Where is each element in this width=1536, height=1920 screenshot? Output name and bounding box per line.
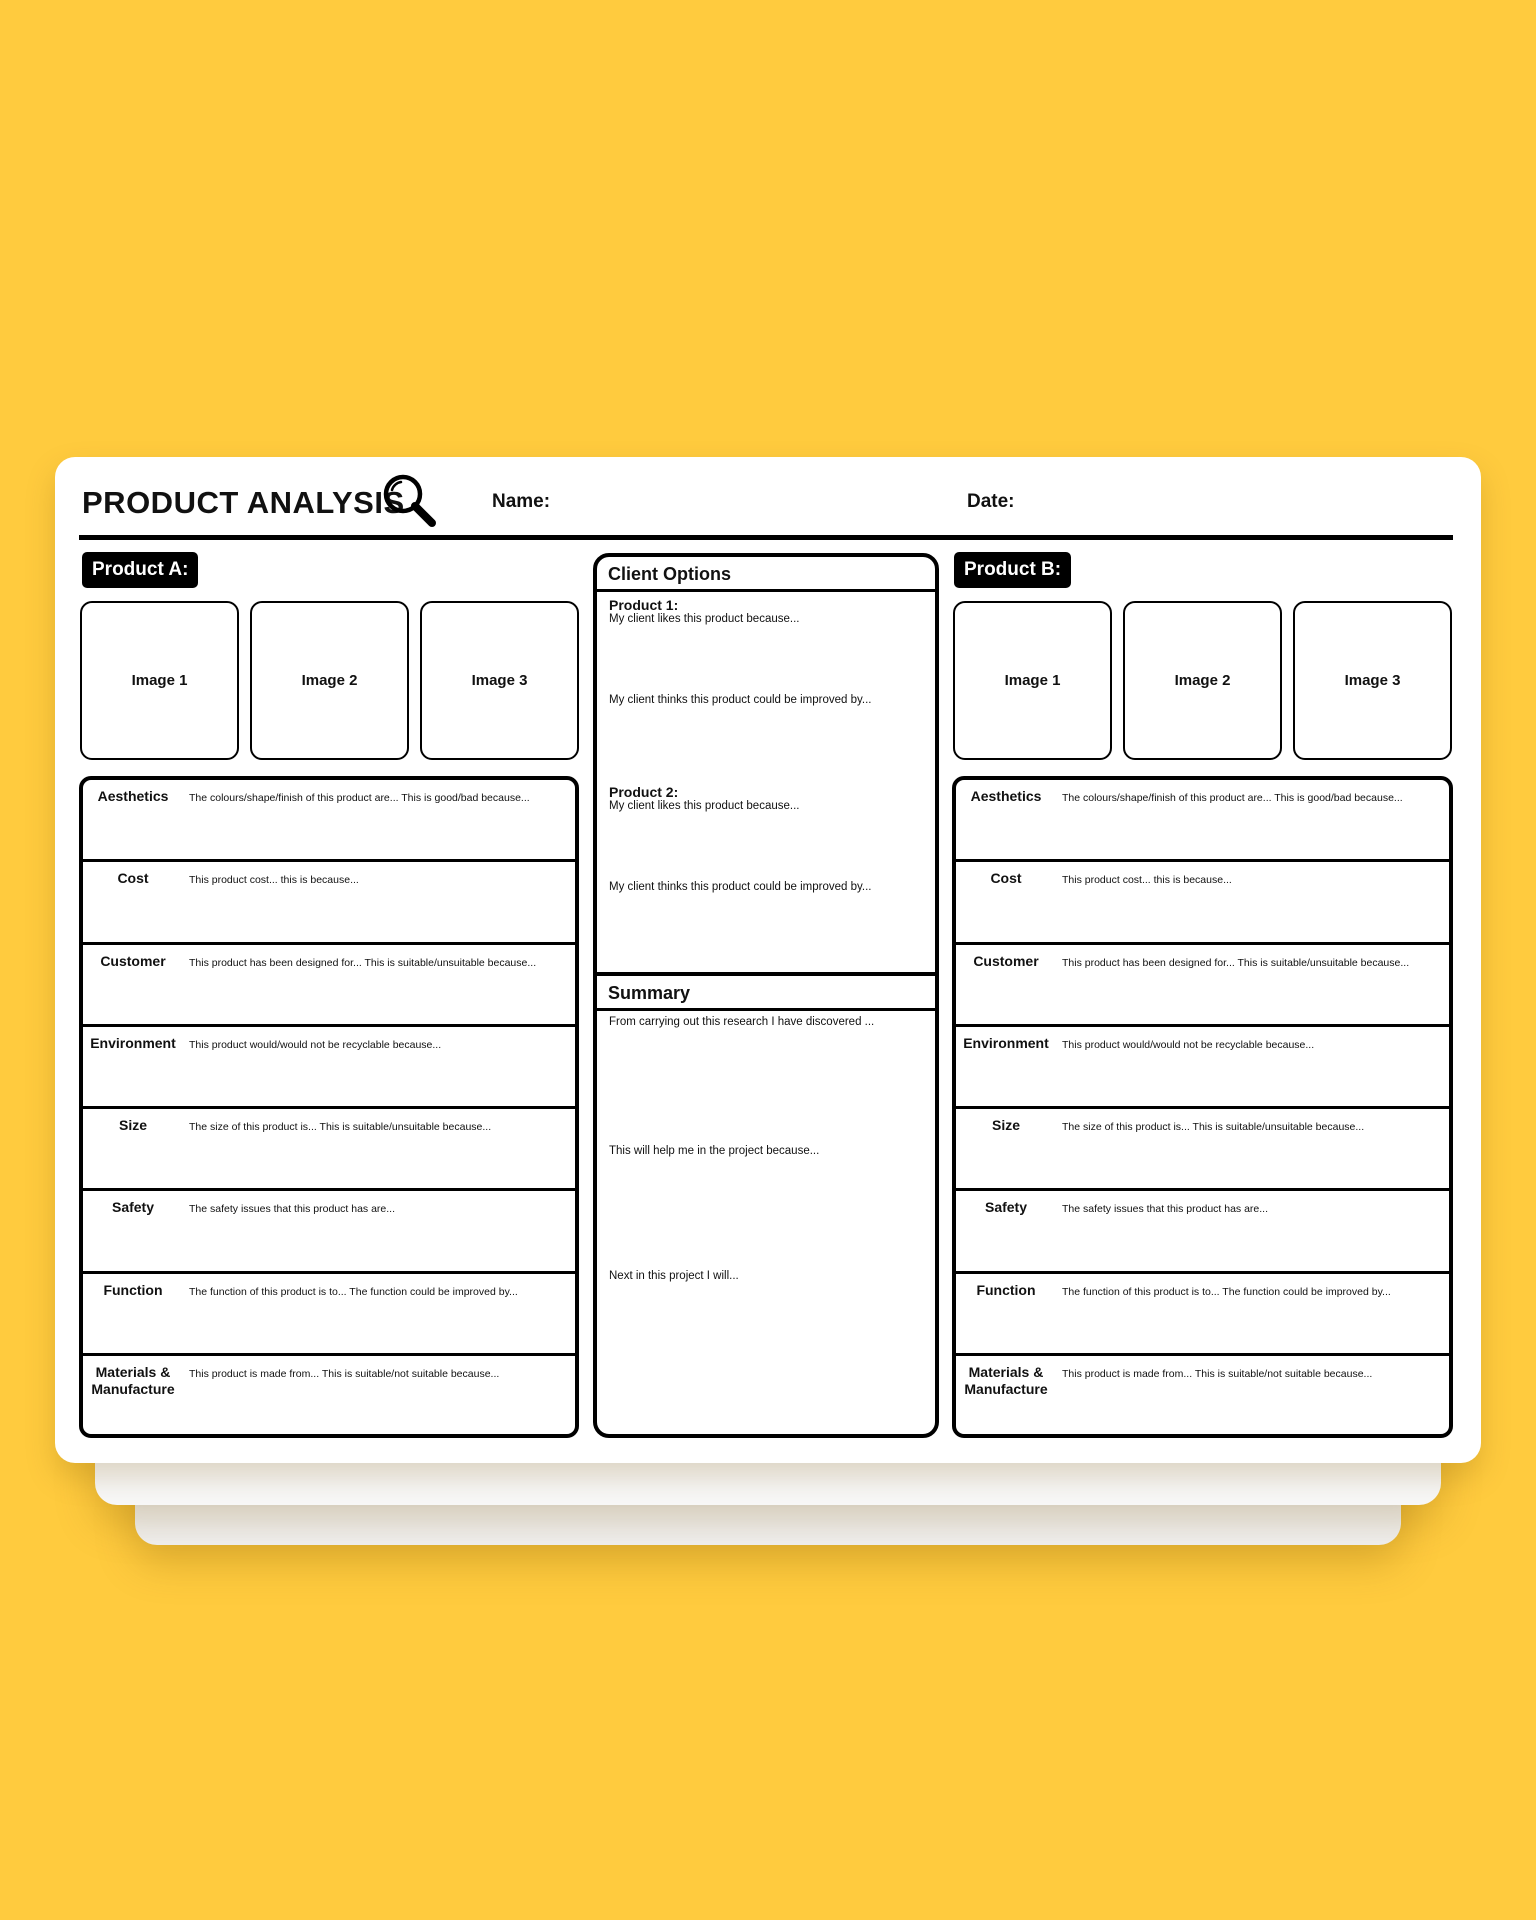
criteria-label: Size — [118, 1117, 147, 1133]
criteria-prompt: The function of this product is to... The function could be improved by... — [189, 1285, 518, 1298]
criteria-row-size — [956, 1109, 1449, 1191]
summary-title: Summary — [597, 976, 935, 1011]
client-summary-panel — [593, 553, 939, 1438]
product-1-label: Product 1: — [609, 597, 679, 613]
product-a-tag: Product A: — [82, 552, 198, 588]
date-label: Date: — [967, 491, 1015, 512]
criteria-row-cost — [83, 862, 575, 944]
criteria-prompt: This product would/would not be recyclable because... — [189, 1038, 442, 1051]
product-1-improve: My client thinks this product could be improved by... — [609, 694, 872, 706]
criteria-row-safety — [83, 1191, 575, 1273]
summary-line-next: Next in this project I will... — [609, 1270, 739, 1282]
criteria-row-function — [83, 1274, 575, 1356]
criteria-prompt: This product cost... this is because... — [189, 874, 359, 887]
criteria-label: Cost — [990, 870, 1022, 887]
criteria-row-function — [956, 1274, 1449, 1356]
product-a-image-2: Image 2 — [250, 601, 409, 760]
criteria-prompt: This product has been designed for... This is suitable/unsuitable because... — [1062, 956, 1410, 969]
product-1-likes: My client likes this product because... — [609, 613, 800, 625]
criteria-label: Function — [103, 1281, 163, 1298]
criteria-prompt: The colours/shape/finish of this product are... This is good/bad because... — [189, 792, 530, 804]
criteria-row-size — [83, 1109, 575, 1191]
criteria-row-environment — [956, 1027, 1449, 1109]
product-2-improve: My client thinks this product could be improved by... — [609, 881, 872, 893]
worksheet — [55, 457, 1481, 1463]
criteria-row-aesthetics — [83, 780, 575, 862]
criteria-prompt: The size of this product is... This is suitable/unsuitable because... — [1062, 1121, 1365, 1133]
product-b-tag: Product B: — [954, 552, 1071, 588]
criteria-prompt: This product is made from... This is suitable/not suitable because... — [1062, 1367, 1373, 1380]
criteria-label: Safety — [111, 1199, 155, 1216]
criteria-label: Customer — [100, 952, 166, 969]
criteria-prompt: The colours/shape/finish of this product are... This is good/bad because... — [1062, 792, 1403, 804]
criteria-prompt: The safety issues that this product has are... — [1062, 1203, 1269, 1216]
criteria-prompt: This product would/would not be recyclable because... — [1062, 1038, 1315, 1051]
criteria-row-safety — [956, 1191, 1449, 1273]
client-options-title: Client Options — [597, 557, 935, 592]
criteria-row-materials — [83, 1356, 575, 1438]
criteria-label: Materials & Manufacture — [91, 1363, 175, 1397]
criteria-prompt: The function of this product is to... The function could be improved by... — [1062, 1285, 1391, 1298]
magnifying-glass-icon — [380, 471, 440, 531]
criteria-label: Environment — [963, 1034, 1049, 1051]
summary-line-discovered: From carrying out this research I have discovered ... — [609, 1016, 875, 1028]
criteria-label: Size — [991, 1117, 1020, 1133]
criteria-label: Function — [976, 1281, 1036, 1298]
criteria-row-customer — [83, 945, 575, 1027]
criteria-prompt: This product is made from... This is suitable/not suitable because... — [189, 1367, 500, 1380]
name-label: Name: — [492, 491, 551, 512]
criteria-label: Aesthetics — [97, 788, 169, 804]
criteria-row-aesthetics — [956, 780, 1449, 862]
product-a-image-3: Image 3 — [420, 601, 579, 760]
criteria-row-cost — [956, 862, 1449, 944]
criteria-label: Safety — [984, 1199, 1028, 1216]
product-b-image-3: Image 3 — [1293, 601, 1452, 760]
criteria-row-materials — [956, 1356, 1449, 1438]
criteria-label: Customer — [973, 952, 1039, 969]
product-2-likes: My client likes this product because... — [609, 800, 800, 812]
product-2-label: Product 2: — [609, 784, 679, 800]
product-a-criteria-table — [79, 776, 579, 1438]
product-b-image-1: Image 1 — [953, 601, 1112, 760]
client-options-section — [597, 592, 935, 976]
product-a-image-1: Image 1 — [80, 601, 239, 760]
criteria-label: Cost — [117, 870, 149, 887]
criteria-label: Materials & Manufacture — [964, 1363, 1048, 1397]
criteria-prompt: This product has been designed for... This is suitable/unsuitable because... — [189, 956, 537, 969]
criteria-prompt: The safety issues that this product has are... — [189, 1203, 396, 1216]
criteria-row-environment — [83, 1027, 575, 1109]
criteria-label: Environment — [90, 1034, 176, 1051]
criteria-row-customer — [956, 945, 1449, 1027]
criteria-prompt: The size of this product is... This is suitable/unsuitable because... — [189, 1121, 492, 1133]
criteria-prompt: This product cost... this is because... — [1062, 874, 1232, 887]
product-b-image-2: Image 2 — [1123, 601, 1282, 760]
criteria-label: Aesthetics — [970, 788, 1042, 804]
summary-section — [597, 1011, 935, 1429]
header-divider — [79, 535, 1453, 540]
page-title: PRODUCT ANALYSIS — [82, 485, 405, 520]
summary-line-help: This will help me in the project because... — [609, 1145, 820, 1157]
product-b-criteria-table — [952, 776, 1453, 1438]
